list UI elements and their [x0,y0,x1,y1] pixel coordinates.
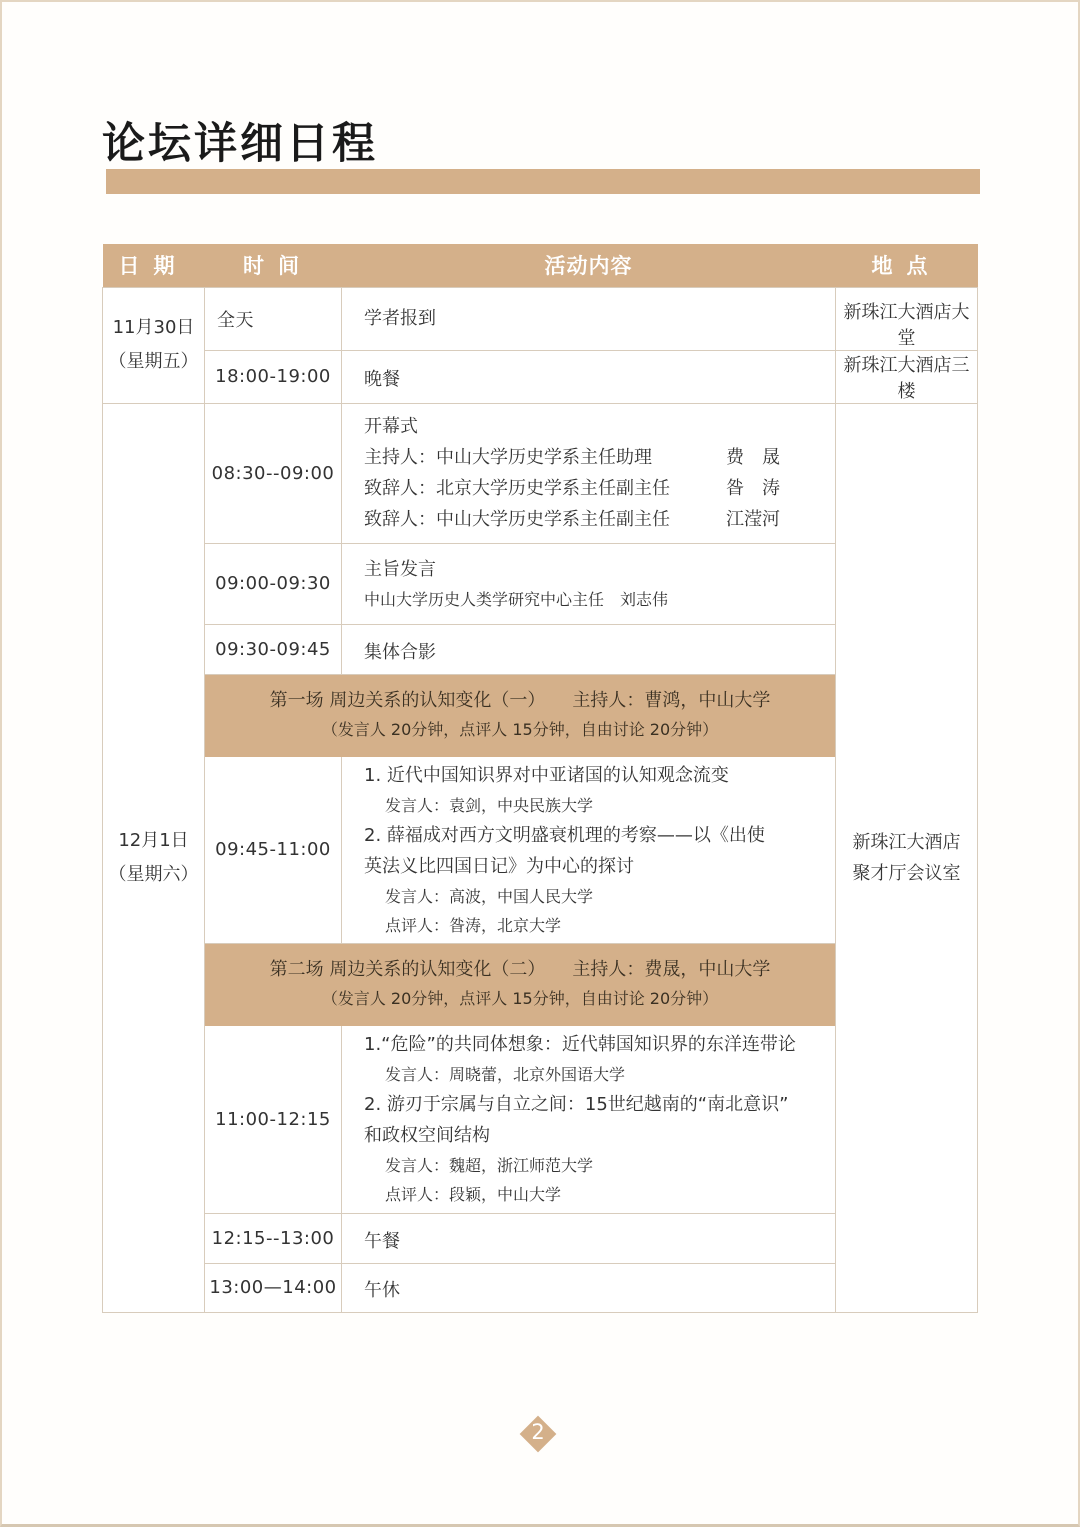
person-name: 费 晟 [726,447,780,468]
day2-location-line1: 新珠江大酒店 [852,831,961,853]
opening-line [364,442,835,473]
paper-discussant: 点评人：昝涛，北京大学 [385,915,562,935]
paper-title: 2. 薛福成对西方文明盛衰机理的考察——以《出使 [364,824,765,846]
day1-date-cell [103,287,205,403]
activity-cell: 学者报到 [342,287,836,350]
time-cell: 13:00—14:00 [205,1263,342,1312]
role-label: 致辞人：中山大学历史学系主任副主任 [364,509,670,530]
schedule-table [102,244,978,1313]
page-number: 2 [531,1420,545,1444]
header-time: 时间 [205,244,342,287]
opening-title: 开幕式 [364,416,418,437]
paper-title-cont: 和政权空间结构 [364,1125,490,1146]
location-cell: 新珠江大酒店大堂 [836,287,978,350]
keynote-title: 主旨发言 [364,558,436,580]
day2-date-cell [103,403,205,1312]
role-label: 致辞人：北京大学历史学系主任副主任 [364,478,670,499]
day2-location-line2: 聚才厅会议室 [852,862,961,884]
table-row [103,287,978,350]
paper-speaker: 发言人：周晓蕾，北京外国语大学 [385,1065,626,1084]
header-activity: 活动内容 [342,244,836,287]
keynote-speaker: 中山大学历史人类学研究中心主任 刘志伟 [364,589,669,609]
activity-cell: 午休 [342,1263,836,1312]
session1-header [205,674,836,756]
time-cell: 全天 [205,287,342,350]
table-header-row [103,244,978,287]
paper-title: 2. 游刃于宗属与自立之间：15世纪越南的“南北意识” [364,1094,789,1115]
activity-cell: 晚餐 [342,350,836,403]
session1-note: （发言人 20分钟，点评人 15分钟，自由讨论 20分钟） [321,720,719,739]
time-cell: 12:15--13:00 [205,1213,342,1263]
page-number-badge [520,1416,556,1452]
session2-note: （发言人 20分钟，点评人 15分钟，自由讨论 20分钟） [321,989,719,1008]
day2-weekday: （星期六） [108,863,199,885]
location-cell: 新珠江大酒店三楼 [836,350,978,403]
day1-weekday: （星期五） [108,351,199,372]
paper-speaker: 发言人：魏超，浙江师范大学 [385,1156,594,1175]
time-cell: 18:00-19:00 [205,350,342,403]
page-title: 论坛详细日程 [102,119,378,169]
paper-speaker: 发言人：高波，中国人民大学 [385,886,594,906]
day2-date: 12月1日 [118,829,189,851]
time-cell: 09:45-11:00 [205,756,342,943]
time-cell: 08:30--09:00 [205,403,342,543]
title-underline-bar [106,169,980,194]
paper-title-cont: 英法义比四国日记》为中心的探讨 [364,855,634,877]
table-row [103,350,978,403]
session2-heading: 第二场 周边关系的认知变化（二） 主持人：费晟，中山大学 [269,959,771,980]
paper-title: 1.“危险”的共同体想象：近代韩国知识界的东洋连带论 [364,1034,796,1055]
table-row [103,403,978,543]
header-location: 地点 [836,244,978,287]
opening-line [364,504,835,535]
header-date: 日期 [103,244,205,287]
activity-cell-session2 [342,1025,836,1213]
activity-cell-keynote [342,543,836,624]
role-label: 主持人：中山大学历史学系主任助理 [364,447,652,468]
time-cell: 11:00-12:15 [205,1025,342,1213]
person-name: 江滢河 [726,509,780,530]
activity-cell: 集体合影 [342,624,836,674]
session1-heading: 第一场 周边关系的认知变化（一） 主持人：曹鸿，中山大学 [269,690,771,711]
person-name: 昝 涛 [726,478,780,499]
session2-header [205,943,836,1025]
activity-cell: 午餐 [342,1213,836,1263]
day1-date: 11月30日 [112,317,195,338]
activity-cell-opening [342,403,836,543]
paper-speaker: 发言人：袁剑，中央民族大学 [385,795,594,815]
activity-cell-session1 [342,756,836,943]
time-cell: 09:00-09:30 [205,543,342,624]
time-cell: 09:30-09:45 [205,624,342,674]
paper-discussant: 点评人：段颖，中山大学 [385,1185,562,1204]
paper-title: 1. 近代中国知识界对中亚诸国的认知观念流变 [364,764,729,786]
day2-location-cell [836,403,978,1312]
opening-line [364,473,835,504]
